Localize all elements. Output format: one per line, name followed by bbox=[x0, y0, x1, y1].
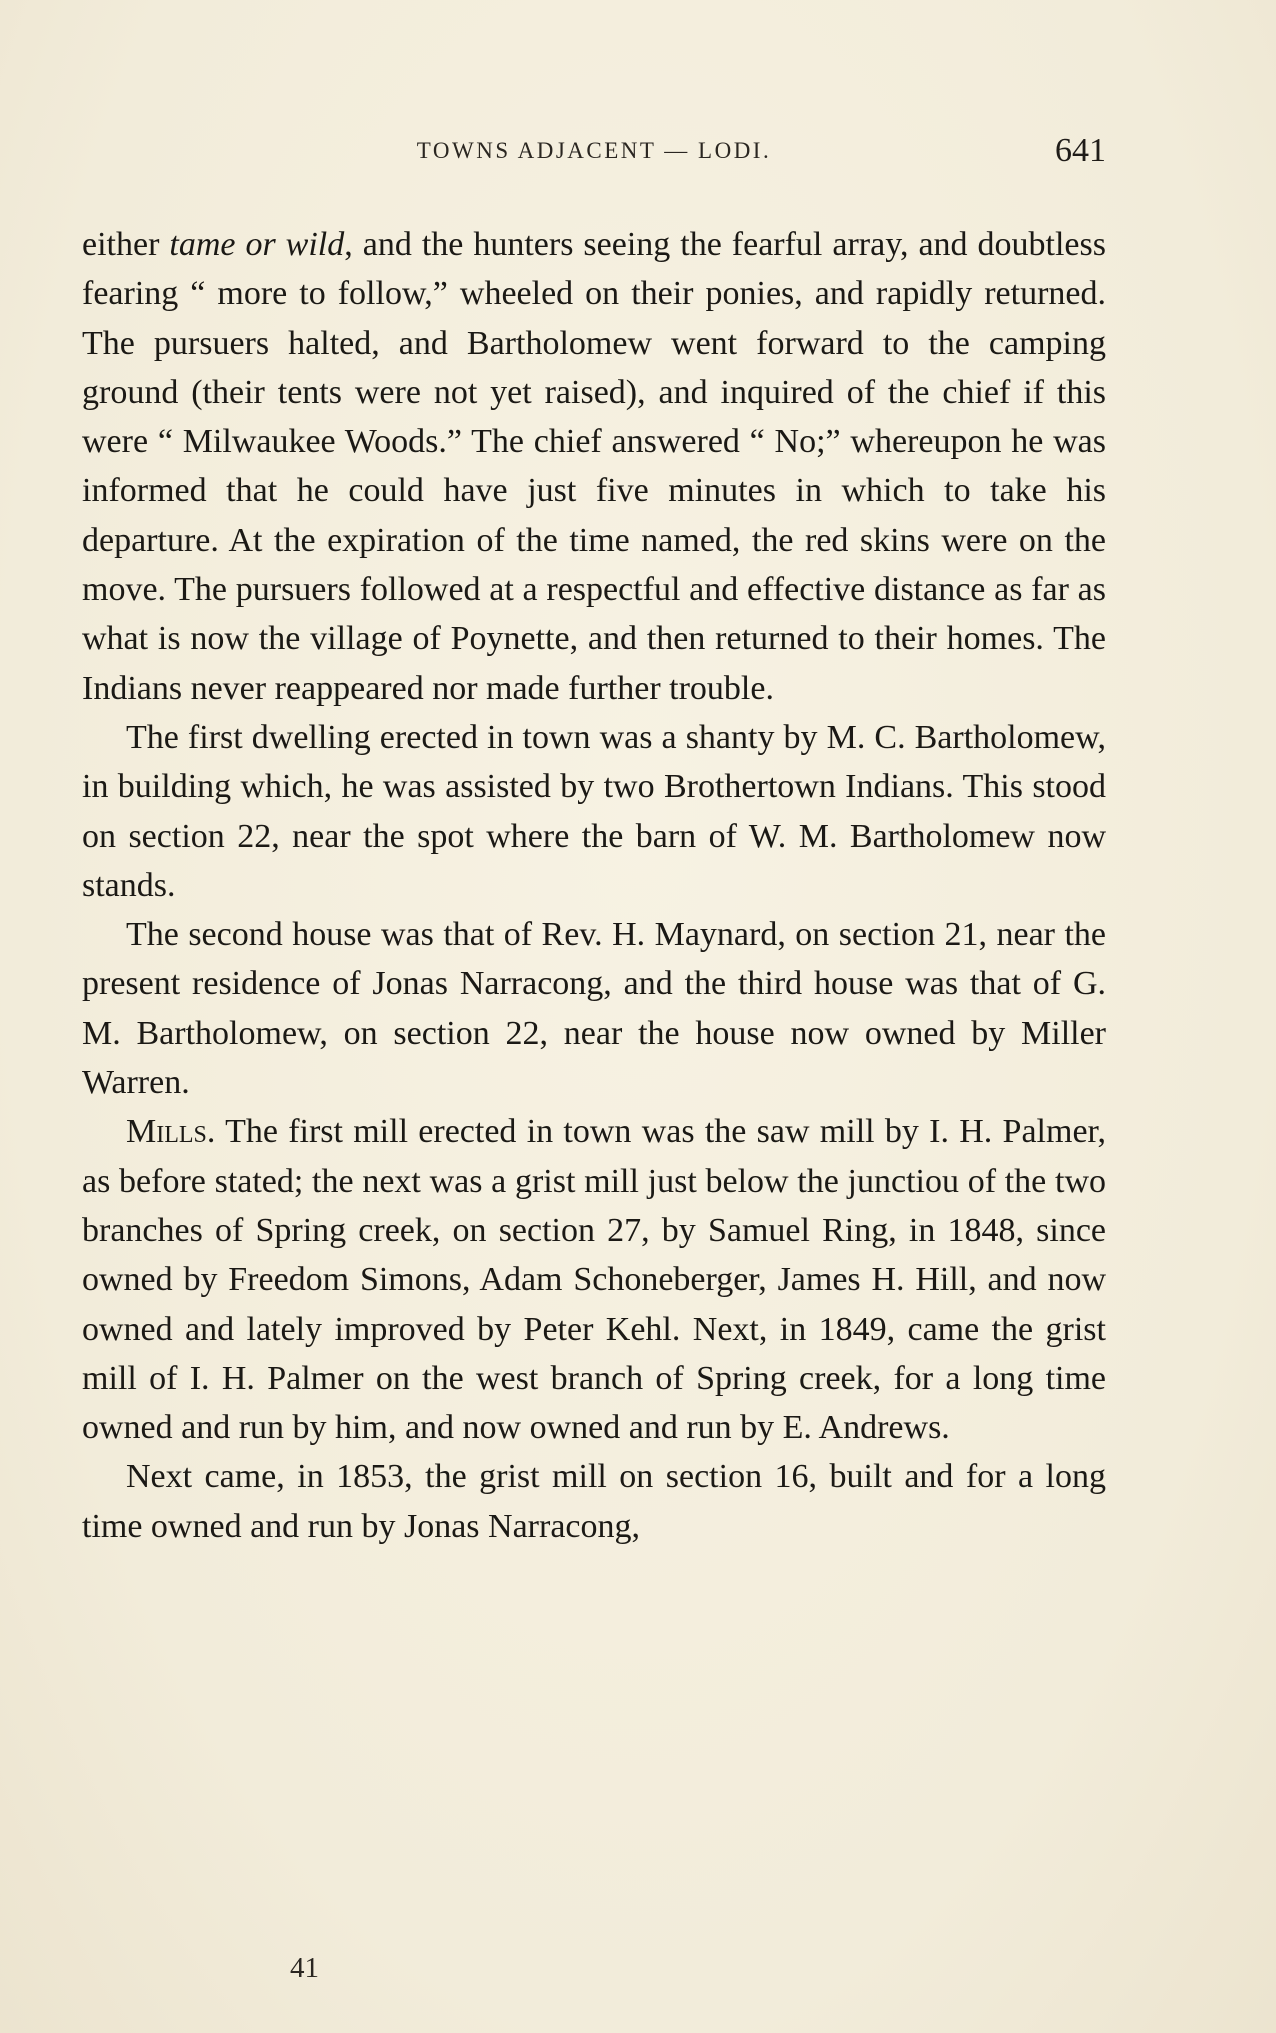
page-number: 641 bbox=[1055, 132, 1106, 169]
paragraph-next-mill: Next came, in 1853, the grist mill on section 16, built and for a long time owned and run by Jonas Narracong, bbox=[82, 1458, 1106, 1545]
body-text bbox=[82, 220, 1106, 1551]
paragraph-text: The first mill erected in town was the saw mill by I. H. Palmer, as before stated; the next was a grist mill just below the junctiou of the two branches of Spring creek, on section 27, by Samuel Ring, in 1848, since owned by Freedom Simons, Adam Schoneberger, James H. Hill, and now owned and lately improved by Peter Kehl. Next, in 1849, came the grist mill of I. H. Palmer on the west branch of Spring creek, for a long time owned and run by him, and now owned and run by E. Andrews. bbox=[82, 1113, 1106, 1447]
paragraph-text: either bbox=[82, 226, 170, 263]
signature-mark: 41 bbox=[290, 1952, 319, 1984]
paragraph-mills bbox=[82, 1107, 1106, 1452]
italic-phrase: tame or wild bbox=[169, 226, 345, 263]
section-heading-mills: Mills. bbox=[126, 1113, 216, 1151]
running-head-title: TOWNS ADJACENT — LODI. bbox=[416, 138, 772, 163]
paragraph-text: , and the hunters seeing the fearful array, and doubtless fearing “ more to follow,” wheeled on their ponies, and rapidly returned. The pursuers halted, and Bartholomew went forward to the camping ground (their tents were not yet raised), and inquired of the chief if this were “ Milwaukee Woods.” The chief answered “ No;” whereupon he was informed that he could have just five minutes in which to take his departure. At the expiration of the time named, the red skins were on the move. The pursuers followed at a respectful and effective distance as far as what is now the village of Poynette, and then returned to their homes. The Indians never reappeared nor made further trouble. bbox=[82, 226, 1106, 707]
paragraph-continuation bbox=[82, 220, 1106, 713]
paragraph-first-dwelling: The first dwelling erected in town was a shanty by M. C. Bartholomew, in building which, he was assisted by two Brothertown Indians. This stood on section 22, near the spot where the barn of W. M. Bartholomew now stands. bbox=[82, 718, 1106, 904]
paragraph-second-house: The second house was that of Rev. H. Maynard, on section 21, near the present residence of Jonas Narracong, and the third house was that of G. M. Bartholomew, on section 22, near the house now owned by Miller Warren. bbox=[82, 916, 1106, 1102]
running-head bbox=[82, 132, 1106, 172]
